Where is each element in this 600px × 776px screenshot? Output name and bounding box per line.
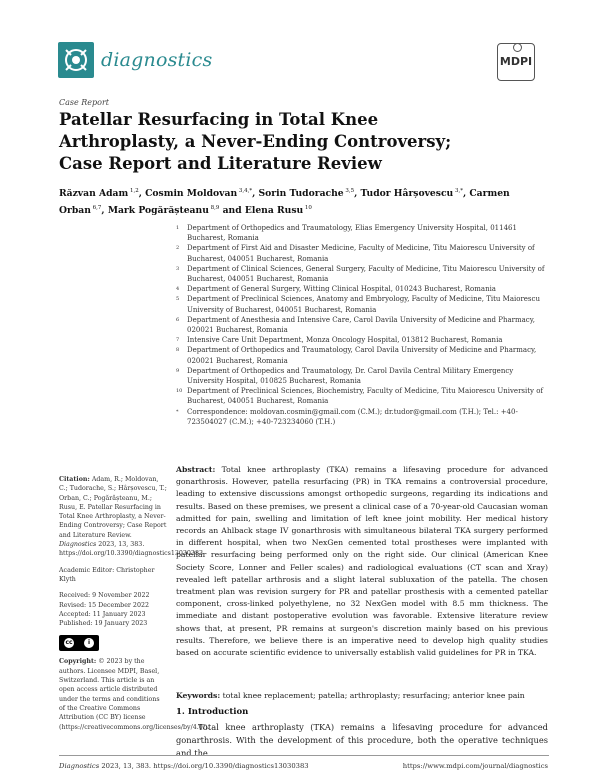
affiliation-item (176, 223, 546, 243)
affiliation-text: Department of Orthopedics and Traumatology, Carol Davila University of Medicine and Pharmacy, 020021 Bucharest, Romania (187, 346, 537, 365)
cc-by-license-icon[interactable]: cc i (59, 635, 99, 651)
affiliation-item (176, 366, 546, 386)
author-affiliation-ref: 3,* (453, 188, 463, 194)
author-affiliation-ref: 6,7 (90, 205, 102, 212)
citation-journal: Diagnostics (59, 541, 97, 549)
published-date: Published: 19 January 2023 (59, 620, 148, 628)
footer-journal-url[interactable]: https://www.mdpi.com/journal/diagnostics (402, 762, 548, 770)
affiliation-number: * (176, 408, 179, 415)
academic-editor: Academic Editor: Christopher Klyth (59, 566, 155, 583)
received-date: Received: 9 November 2022 (59, 592, 150, 600)
affiliation-number: 1 (176, 225, 180, 231)
abstract-label: Abstract: (176, 465, 216, 474)
affiliation-text: Department of Anesthesia and Intensive Care, Carol Davila University of Medicine and Pharmacy, 020021 Bucharest, Romania (187, 315, 535, 335)
affiliation-number: 3 (176, 265, 180, 272)
affiliation-number: 9 (176, 367, 180, 374)
keywords-label: Keywords: (176, 691, 221, 700)
affiliation-item (176, 315, 546, 335)
affiliation-text: Intensive Care Unit Department, Monza Oncology Hospital, 013812 Bucharest, Romania (187, 336, 503, 345)
author-name[interactable]: Carmen Orban (59, 188, 510, 217)
footer-citation (59, 762, 309, 770)
affiliation-item (176, 407, 546, 427)
affiliation-text: Department of Orthopedics and Traumatology, Dr. Carol Davila Central Military Emergency University Hospital, 010825 Bucharest, Romania (187, 366, 514, 386)
affiliation-item (176, 284, 546, 294)
journal-logo-icon (58, 42, 94, 78)
footer-divider (59, 755, 549, 756)
affiliation-item (176, 335, 546, 345)
affiliation-list (176, 223, 546, 427)
author-name[interactable]: Sorin Tudorache (258, 188, 344, 200)
affiliation-text: Department of Orthopedics and Traumatology, Elias Emergency University Hospital, 011461 Bucharest, Romania (187, 224, 517, 243)
author-affiliation-ref: 3,4,* (237, 188, 253, 194)
citation-block (59, 475, 203, 559)
accepted-date: Accepted: 11 January 2023 (59, 610, 146, 618)
affiliation-text: Department of Preclinical Sciences, Biochemistry, Faculty of Medicine, Titu Maiorescu University of Bucharest, 040051 Bucharest, Romania (187, 387, 544, 406)
author-name[interactable]: Elena Rusu (244, 205, 304, 217)
author-name[interactable]: Tudor Hârșovescu (360, 188, 454, 200)
journal-name[interactable]: diagnostics (101, 49, 213, 71)
affiliation-item (176, 345, 546, 365)
affiliation-text: Correspondence: moldovan.cosmin@gmail.com (C.M.); dr.tudor@gmail.com (T.H.); Tel.: +40-723504027 (C.M.); +40-723234060 (T.H.) (187, 407, 518, 426)
author-affiliation-ref: 10 (303, 205, 312, 212)
affiliation-item (176, 243, 546, 263)
copyright-label: Copyright: (59, 658, 97, 666)
affiliation-number: 7 (176, 337, 180, 344)
affiliation-number: 5 (176, 296, 180, 303)
author-affiliation-ref: 8,9 (208, 205, 220, 212)
author-name[interactable]: Mark Pogărășteanu (107, 205, 209, 217)
abstract (176, 464, 548, 659)
author-affiliation-ref: 1,2 (128, 188, 139, 194)
footer-journal: Diagnostics (59, 762, 100, 770)
affiliation-text: Department of Preclinical Sciences, Anatomy and Embryology, Faculty of Medicine, Titu Maiorescu University of Bucharest, 040051 Bucharest, Romania (187, 295, 540, 314)
citation-label: Citation: (59, 476, 90, 483)
affiliation-text: Department of First Aid and Disaster Medicine, Faculty of Medicine, Titu Maiorescu University of Bucharest, 040051 Bucharest, Romania (187, 244, 535, 263)
affiliation-text: Department of Clinical Sciences, General Surgery, Faculty of Medicine, Titu Maiorescu University of Bucharest, 040051 Bucharest, Romania (187, 264, 545, 284)
affiliation-number: 2 (176, 245, 180, 252)
affiliation-number: 6 (176, 316, 180, 323)
author-affiliation-ref: 3,5 (343, 188, 355, 194)
author-list: Răzvan Adam $^{1,2}$, Cosmin Moldovan $^{3,4,*}$, Sorin Tudorache $^{3,5}$, Tudor Hârșovescu $^{3,*}$, Carmen Orban $^{6,7}$, Mark Pogărășteanu $^{8,9}$ and Elena Rusu $^{10}$ (59, 188, 510, 217)
footer-doi[interactable]: 2023, 13, 383. https://doi.org/10.3390/diagnostics13030383 (101, 762, 309, 770)
keywords (176, 690, 548, 702)
affiliation-number: 10 (176, 388, 183, 395)
article-type: Case Report (59, 98, 110, 107)
author-name[interactable]: Răzvan Adam (59, 188, 129, 200)
revised-date: Revised: 15 December 2022 (59, 601, 149, 609)
keywords-text: total knee replacement; patella; arthroplasty; resurfacing; anterior knee pain (222, 691, 525, 700)
introduction-text: Total knee arthroplasty (TKA) remains a lifesaving procedure for advanced gonarthrosis. With the development of this procedure, both the operative techniques and the (176, 722, 548, 758)
citation-text: Adam, R.; Moldovan, C.; Tudorache, S.; Hârșovescu, T.; Orban, C.; Pogărășteanu, M.; Rusu, E. Patellar Resurfacing in Total Knee Arthroplasty, a Never-Ending Controversy; Case Report and Literature Review. (59, 476, 167, 539)
affiliation-number: 4 (176, 286, 180, 293)
affiliation-number: 8 (176, 347, 180, 354)
affiliation-item (176, 294, 546, 314)
abstract-text: Total knee arthroplasty (TKA) remains a lifesaving procedure for advanced gonarthrosis. However, patella resurfacing (PR) in TKA remains a controversial procedure, leading to extensive discussions amongst orthopedic surgeons, regarding its indications and results. Based on these premises, we present a clinical case of a 70-year-old Caucasian woman admitted for pain, swelling and limitation of left knee joint mobility. Her medical history records an Ahlback stage IV gonarthrosis with simultaneous bilateral TKA surgery performed in different hospital, when two NexGen cemented total prostheses were implanted with patellar resurfacing being performed only on the right side. Our clinical (American Knee Society Score, Lonner and Feller scales) and radiological evaluations (CT scan and Xray) revealed left patellar arthrosis and a slight lateral subluxation of the patella. The chosen treatment plan was revision surgery for PR and patellar prosthesis with a cemented patellar component, cross-linked polyethylene, no 32 NexGen model with 8.5 mm thickness. The immediate and distant postoperative evolution was favorable. Extensive literature review shows that, at present, PR remains at surgeon's discretion mainly based on his previous results. Therefore, we believe there is an imperative need to develop high quality studies based on accurate scientific evidence to universally establish valid guidelines for PR in TKA. (176, 465, 548, 658)
section-heading-introduction: 1. Introduction (176, 707, 249, 717)
copyright-text: © 2023 by the authors. Licensee MDPI, Basel, Switzerland. This article is an open access article distributed under the terms and conditions of the Creative Commons Attribution (CC BY) license (https://creativecommons.org/licenses/by/4.0/). (59, 658, 210, 731)
mdpi-logo[interactable]: MDPI (497, 43, 535, 81)
affiliation-item (176, 386, 546, 406)
article-title: Patellar Resurfacing in Total Knee Arthroplasty, a Never-Ending Controversy; Case Report and Literature Review (59, 110, 452, 173)
author-name[interactable]: Cosmin Moldovan (145, 188, 238, 200)
citation-doi[interactable]: 2023, 13, 383. https://doi.org/10.3390/diagnostics13030383 (59, 541, 203, 558)
affiliation-text: Department of General Surgery, Witting Clinical Hospital, 010243 Bucharest, Romania (187, 285, 496, 294)
affiliation-item (176, 264, 546, 284)
